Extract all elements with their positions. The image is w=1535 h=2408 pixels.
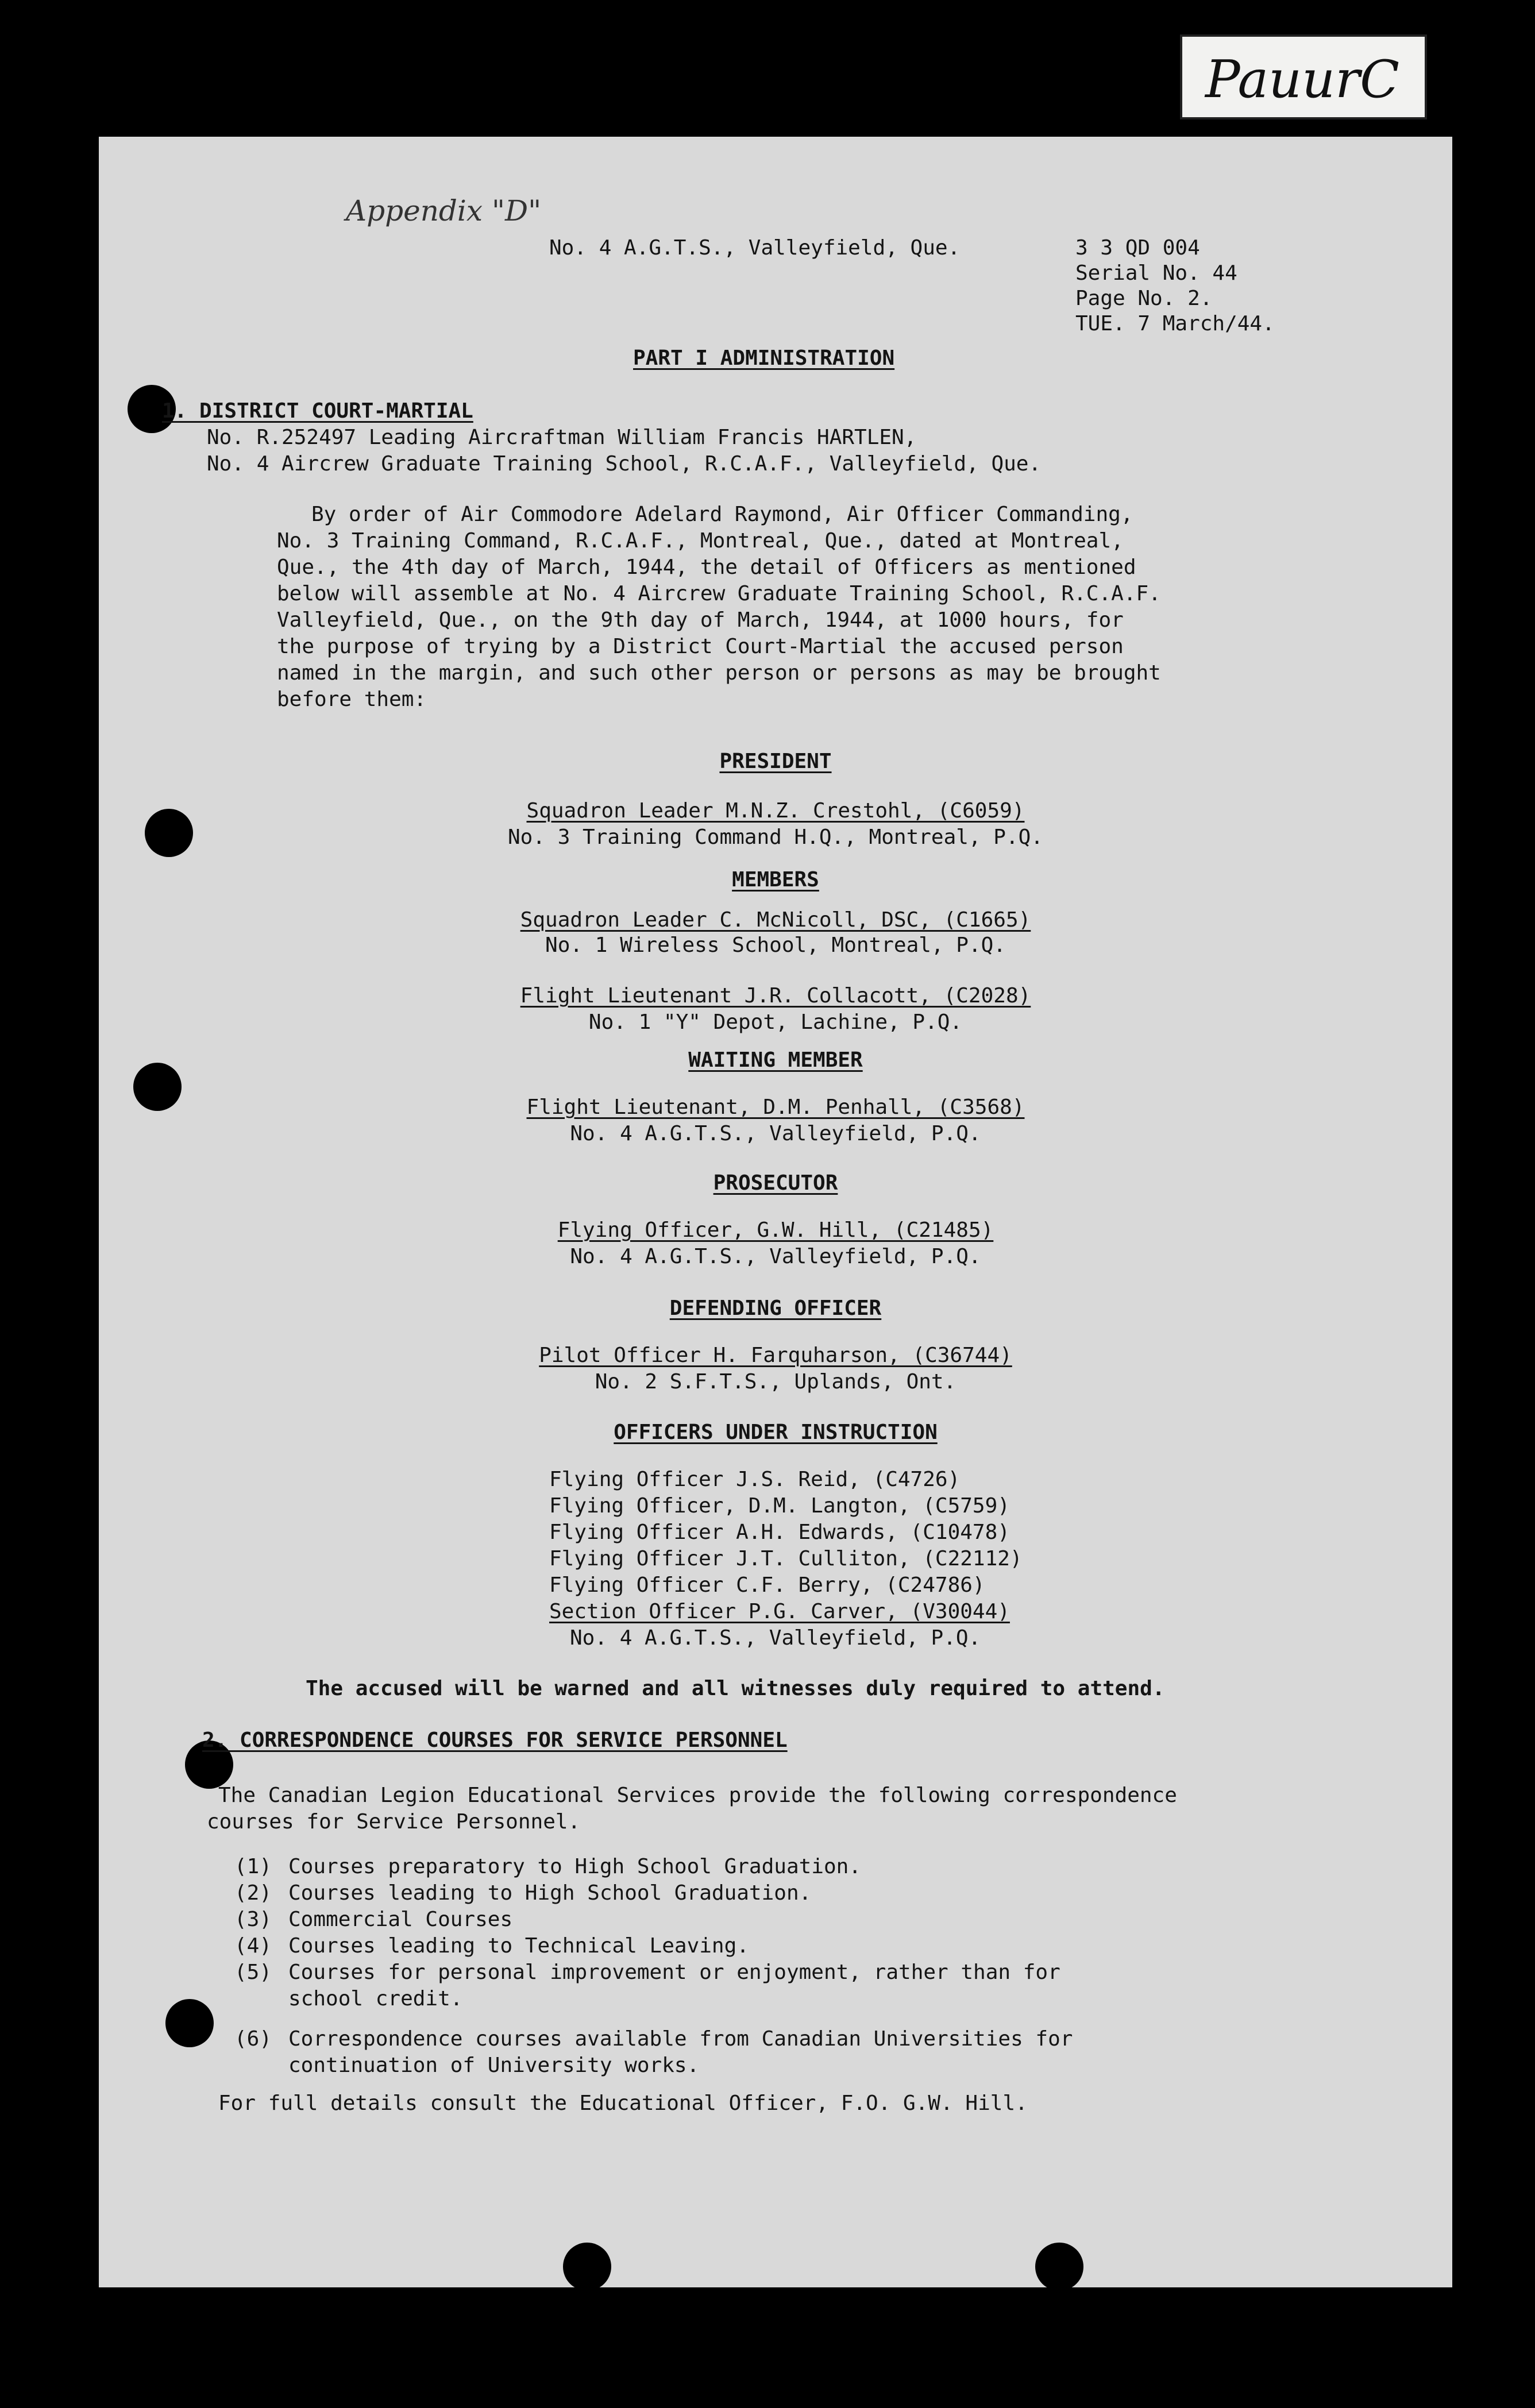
order-line: named in the margin, and such other person or persons as may be brought	[277, 661, 1161, 685]
member-unit: No. 1 "Y" Depot, Lachine, P.Q.	[588, 1010, 963, 1034]
accused-unit-line: No. 4 Aircrew Graduate Training School, R.C.A.F., Valleyfield, Que.	[207, 452, 1042, 476]
accused-line: No. R.252497 Leading Aircraftman William Francis HARTLEN,	[207, 426, 917, 449]
course-text: Courses leading to Technical Leaving.	[288, 1934, 749, 1958]
courses-intro: courses for Service Personnel.	[207, 1810, 581, 1834]
header-file-ref: 3 3 QD 004	[1075, 236, 1200, 260]
course-number: (1)	[234, 1855, 272, 1878]
course-number: (6)	[234, 2027, 272, 2051]
part-title: PART I ADMINISTRATION	[633, 346, 895, 370]
order-line: Que., the 4th day of March, 1944, the detail of Officers as mentioned	[277, 555, 1136, 579]
instruction-officer: Flying Officer J.T. Culliton, (C22112)	[549, 1547, 1023, 1570]
course-text: Courses for personal improvement or enjoyment, rather than for	[288, 1961, 1060, 1984]
punch-hole	[1035, 2243, 1083, 2287]
member-name: Squadron Leader C. McNicoll, DSC, (C1665)	[520, 908, 1031, 932]
prosecutor-unit: No. 4 A.G.T.S., Valleyfield, P.Q.	[570, 1245, 981, 1268]
defending-officer-heading: DEFENDING OFFICER	[669, 1296, 882, 1320]
course-number: (4)	[234, 1934, 272, 1958]
instruction-officer: Flying Officer J.S. Reid, (C4726)	[549, 1468, 961, 1491]
president-heading: PRESIDENT	[719, 750, 832, 773]
handwritten-note: Appendix "D"	[346, 194, 542, 227]
course-number: (3)	[234, 1908, 272, 1931]
course-text: Commercial Courses	[288, 1908, 513, 1931]
label-card-text: PauurC	[1205, 49, 1399, 110]
courses-heading: 2. CORRESPONDENCE COURSES FOR SERVICE PERSONNEL	[202, 1728, 788, 1752]
member-name: Flight Lieutenant J.R. Collacott, (C2028)	[520, 984, 1031, 1008]
course-text: continuation of University works.	[288, 2054, 700, 2077]
archive-label-card	[1180, 34, 1427, 119]
course-text: Courses preparatory to High School Graduation.	[288, 1855, 861, 1878]
closing-statement: The accused will be warned and all witnesses duly required to attend.	[306, 1677, 1165, 1700]
defending-officer-name: Pilot Officer H. Farquharson, (C36744)	[539, 1344, 1012, 1367]
courses-footer: For full details consult the Educational Officer, F.O. G.W. Hill.	[218, 2091, 1028, 2115]
instruction-officer: Flying Officer, D.M. Langton, (C5759)	[549, 1494, 1010, 1518]
course-number: (2)	[234, 1881, 272, 1905]
defending-officer-unit: No. 2 S.F.T.S., Uplands, Ont.	[595, 1370, 957, 1394]
course-text: school credit.	[288, 1987, 463, 2010]
prosecutor-heading: PROSECUTOR	[713, 1171, 838, 1195]
president-unit: No. 3 Training Command H.Q., Montreal, P.Q.	[508, 825, 1043, 849]
instruction-officer: Flying Officer C.F. Berry, (C24786)	[549, 1573, 985, 1597]
member-unit: No. 1 Wireless School, Montreal, P.Q.	[545, 933, 1006, 957]
document-page	[99, 137, 1452, 2287]
instruction-officer: Flying Officer A.H. Edwards, (C10478)	[549, 1521, 1010, 1544]
course-number: (5)	[234, 1961, 272, 1984]
order-line: the purpose of trying by a District Court-Martial the accused person	[277, 635, 1124, 658]
officers-under-instruction-heading: OFFICERS UNDER INSTRUCTION	[614, 1421, 938, 1444]
header-page: Page No. 2.	[1075, 287, 1213, 310]
members-heading: MEMBERS	[732, 868, 819, 892]
punch-hole	[165, 1999, 214, 2047]
instruction-officer: Section Officer P.G. Carver, (V30044)	[549, 1600, 1010, 1623]
header-date: TUE. 7 March/44.	[1075, 312, 1275, 335]
court-martial-heading: 1. DISTRICT COURT-MARTIAL	[162, 399, 473, 423]
order-line: below will assemble at No. 4 Aircrew Graduate Training School, R.C.A.F.	[277, 582, 1161, 605]
header-serial: Serial No. 44	[1075, 261, 1237, 285]
punch-hole	[563, 2243, 611, 2287]
waiting-member-heading: WAITING MEMBER	[688, 1048, 863, 1072]
president-name: Squadron Leader M.N.Z. Crestohl, (C6059)	[526, 799, 1025, 823]
order-line: before them:	[277, 688, 427, 711]
header-unit: No. 4 A.G.T.S., Valleyfield, Que.	[549, 236, 961, 260]
waiting-member-unit: No. 4 A.G.T.S., Valleyfield, P.Q.	[570, 1122, 981, 1145]
prosecutor-name: Flying Officer, G.W. Hill, (C21485)	[557, 1218, 994, 1242]
order-line: No. 3 Training Command, R.C.A.F., Montreal, Que., dated at Montreal,	[277, 529, 1124, 553]
order-line: By order of Air Commodore Adelard Raymond, Air Officer Commanding,	[311, 503, 1133, 526]
order-line: Valleyfield, Que., on the 9th day of March, 1944, at 1000 hours, for	[277, 608, 1124, 632]
course-text: Correspondence courses available from Canadian Universities for	[288, 2027, 1073, 2051]
course-text: Courses leading to High School Graduation.	[288, 1881, 812, 1905]
courses-intro: The Canadian Legion Educational Services provide the following correspondence	[218, 1784, 1177, 1807]
instruction-unit: No. 4 A.G.T.S., Valleyfield, P.Q.	[570, 1626, 981, 1650]
waiting-member-name: Flight Lieutenant, D.M. Penhall, (C3568)	[526, 1095, 1025, 1119]
